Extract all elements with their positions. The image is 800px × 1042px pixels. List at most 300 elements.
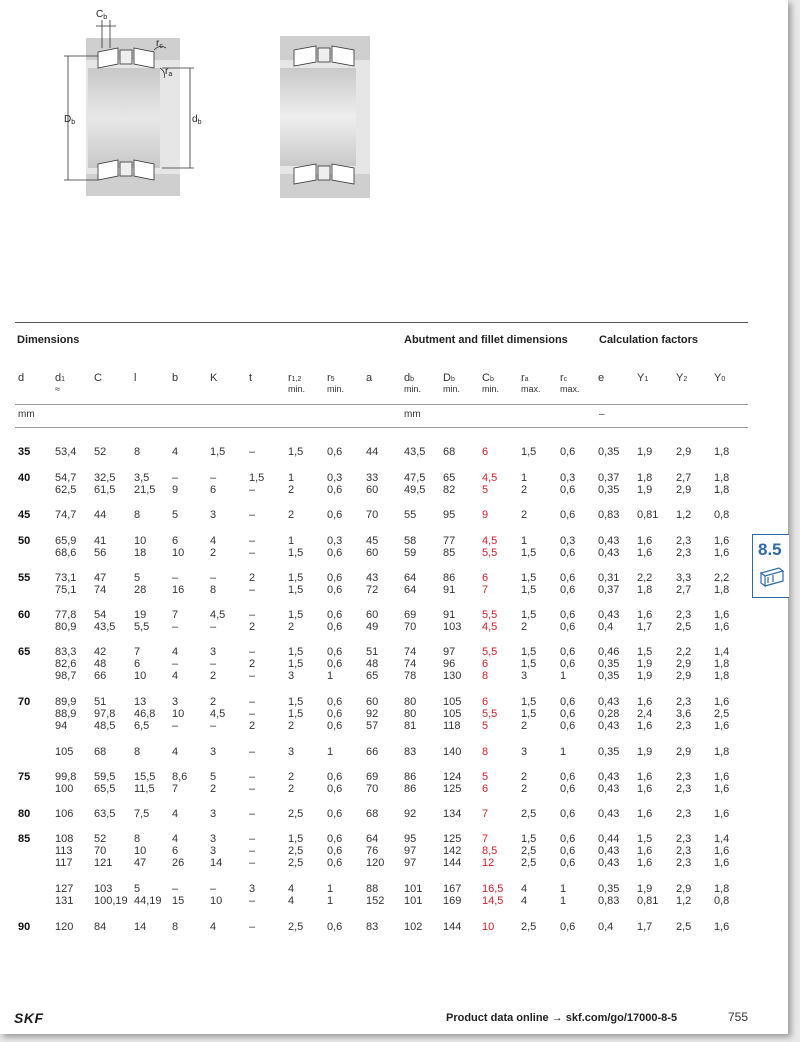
cell-b: 8,6 7 [172,771,188,795]
cell-r12: 1,5 1,5 [288,572,304,596]
cell-Y1: 1,9 [637,746,653,758]
unit-calculation: – [599,409,605,420]
cell-l: 3,5 21,5 [134,472,156,496]
cell-r5: 1 1 [327,883,334,907]
cell-Y0: 1,6 1,6 [714,535,730,559]
cell-Y2: 3,3 2,7 [676,572,692,596]
cell-d1: 77,8 80,9 [55,609,77,633]
db-label: d [192,114,198,125]
cell-C: 32,5 61,5 [94,472,116,496]
svg-text:Cb: $C_b$ [96,9,108,21]
cb-label: C [96,9,104,20]
product-data-link[interactable] [446,1012,677,1024]
cell-C: 54 43,5 [94,609,116,633]
col-Db: Db min. [443,372,461,394]
cell-d1: 89,9 88,9 94 [55,696,77,732]
cell-l: 10 18 [134,535,147,559]
cell-K: 3 [210,746,217,758]
cell-ra: 2 2 [521,771,528,795]
cell-a: 45 60 [366,535,379,559]
cell-e: 0,43 0,28 0,43 [598,696,620,732]
cell-a: 51 48 65 [366,646,379,682]
cell-Y2: 2,3 [676,808,692,820]
cell-rc: 0,6 0,6 0,6 [560,696,576,732]
rc-label: r [156,38,160,49]
cell-b: 5 [172,509,179,521]
cell-a: 66 [366,746,379,758]
cell-K: 3 – 2 [210,646,217,682]
cell-b: – 16 [172,572,185,596]
cell-Y0: 1,8 [714,746,730,758]
cell-rc: 0,6 0,6 0,6 [560,833,576,869]
cell-e: 0,43 [598,808,620,820]
cell-Y1: 1,9 [637,446,653,458]
cell-C: 63,5 [94,808,116,820]
cell-Y0: 1,8 0,8 [714,883,730,907]
cell-Cb: 8 [482,746,489,758]
cell-rc: 0,6 0,6 [560,771,576,795]
cell-a: 69 70 [366,771,379,795]
cell-e: 0,43 0,4 [598,609,620,633]
cell-Y1: 1,9 0,81 [637,883,659,907]
cell-e: 0,35 0,83 [598,883,620,907]
cell-db: 69 70 [404,609,417,633]
col-Y0: Y0 [714,372,726,384]
cell-db: 102 [404,921,423,933]
col-ra: ra max. [521,372,541,394]
cell-Y2: 2,3 3,6 2,3 [676,696,692,732]
cell-a: 33 60 [366,472,379,496]
cell-ra: 1,5 2,5 2,5 [521,833,537,869]
cell-ra: 3 [521,746,528,758]
unit-abutment: mm [404,409,421,420]
col-db: db min. [404,372,422,394]
svg-text:rc: $r_c$ [156,38,163,50]
cell-d1: 65,9 68,6 [55,535,77,559]
cell-b: 4 [172,808,179,820]
cell-Db: 86 91 [443,572,456,596]
skf-logo: SKF [14,1010,44,1026]
cell-Cb: 16,5 14,5 [482,883,504,907]
cell-ra: 1,5 [521,446,537,458]
section-tab[interactable] [752,534,789,598]
cell-d1: 54,7 62,5 [55,472,77,496]
cell-K: 4,5 – [210,609,226,633]
cell-rc: 1 1 [560,883,567,907]
cell-t: 2 – [249,572,256,596]
cell-r5: 0,6 [327,921,343,933]
cell-d1: 83,3 82,6 98,7 [55,646,77,682]
col-C: C [94,372,102,384]
cell-l: 15,5 11,5 [134,771,156,795]
col-d: d [18,372,25,384]
cell-Cb: 6 [482,446,489,458]
cell-Y1: 1,5 1,9 1,9 [637,646,653,682]
cell-db: 74 74 78 [404,646,417,682]
cell-l: 5 28 [134,572,147,596]
cell-b: 8 [172,921,179,933]
cell-r12: 1,5 2,5 2,5 [288,833,304,869]
cell-Cb: 10 [482,921,495,933]
cell-rc: 1 [560,746,567,758]
cell-a: 60 92 57 [366,696,379,732]
cell-Y1: 1,5 1,6 1,6 [637,833,653,869]
cell-l: 8 [134,446,141,458]
cell-b: 3 10 – [172,696,185,732]
col-l: l [134,372,137,384]
cell-d: 75 [18,771,31,783]
page-number: 755 [728,1010,749,1024]
cell-Y0: 2,2 1,8 [714,572,730,596]
cell-db: 47,5 49,5 [404,472,426,496]
cell-Cb: 9 [482,509,489,521]
cell-rc: 0,3 0,6 [560,472,576,496]
cell-t: – [249,509,256,521]
cell-l: 7 6 10 [134,646,147,682]
cell-Y0: 1,8 1,8 [714,472,730,496]
cell-Db: 125 142 144 [443,833,462,869]
cell-r12: 3 [288,746,295,758]
cell-Y2: 2,3 2,3 2,3 [676,833,692,869]
cell-d1: 74,7 [55,509,77,521]
cell-Y0: 1,6 1,6 [714,609,730,633]
cell-Y2: 2,3 2,3 [676,535,692,559]
cell-e: 0,43 0,43 [598,771,620,795]
cell-ra: 4 4 [521,883,528,907]
header-rule [15,404,748,405]
cell-Db: 91 103 [443,609,462,633]
cell-db: 58 59 [404,535,417,559]
cell-Y1: 0,81 [637,509,659,521]
cell-C: 103 100,19 [94,883,128,907]
cell-t: – 2 – [249,646,256,682]
cell-b: 6 10 [172,535,185,559]
cell-r12: 1,5 1,5 3 [288,646,304,682]
cell-Y0: 1,6 [714,808,730,820]
cell-r12: 1,5 1,5 2 [288,696,304,732]
cell-Db: 134 [443,808,462,820]
col-b: b [172,372,179,384]
cell-t: 1,5 – [249,472,265,496]
svg-text:db: $d_b$ [192,114,202,126]
svg-text:ra: $r_a$ [165,66,173,78]
cell-d1: 106 [55,808,74,820]
bearing-alt-drawing [280,36,370,198]
cell-K: – 10 [210,883,223,907]
col-r5: r5 min. [327,372,345,394]
cell-d: 50 [18,535,31,547]
cell-C: 84 [94,921,107,933]
cell-rc: 0,6 [560,921,576,933]
cell-Cb: 5,5 6 8 [482,646,498,682]
cell-r5: 0,6 0,6 [327,771,343,795]
cell-r12: 1 2 [288,472,295,496]
cell-Y2: 2,7 2,9 [676,472,692,496]
cell-Db: 97 96 130 [443,646,462,682]
cell-l: 13 46,8 6,5 [134,696,156,732]
cell-r12: 2 2 [288,771,295,795]
cell-rc: 0,6 [560,446,576,458]
col-Y1: Y1 [637,372,649,384]
cell-K: – 6 [210,472,217,496]
cell-t: – – – [249,833,256,869]
cell-Db: 95 [443,509,456,521]
cell-Y1: 2,2 1,8 [637,572,653,596]
cell-d: 60 [18,609,31,621]
cell-db: 92 [404,808,417,820]
cell-db: 80 80 81 [404,696,417,732]
unit-dimensions: mm [18,409,35,420]
cell-t: – – [249,771,256,795]
cell-e: 0,31 0,37 [598,572,620,596]
cell-r5: 0,6 [327,509,343,521]
cell-d: 65 [18,646,31,658]
cell-e: 0,35 [598,446,620,458]
cell-Cb: 7 [482,808,489,820]
cell-K: 4 [210,921,217,933]
cell-Db: 68 [443,446,456,458]
cell-d1: 120 [55,921,74,933]
cell-e: 0,37 0,35 [598,472,620,496]
group-abutment: Abutment and fillet dimensions [404,334,568,346]
cell-t: – [249,746,256,758]
cell-d: 40 [18,472,31,484]
cell-db: 55 [404,509,417,521]
cell-b: 4 [172,746,179,758]
cell-Y1: 1,6 2,4 1,6 [637,696,653,732]
cell-Cb: 4,5 5,5 [482,535,498,559]
cell-ra: 1 1,5 [521,535,537,559]
cell-Y1: 1,6 [637,808,653,820]
cell-t: 3 – [249,883,256,907]
cell-db: 95 97 97 [404,833,417,869]
cell-t: – 2 [249,609,256,633]
cell-ra: 1 2 [521,472,528,496]
Db-label: D [64,114,72,125]
svg-text:Db: $D_b$ [64,114,76,126]
cell-rc: 0,6 0,6 [560,572,576,596]
cell-d1: 99,8 100 [55,771,77,795]
cell-a: 44 [366,446,379,458]
cell-Y0: 1,6 [714,921,730,933]
cell-K: 3 [210,509,217,521]
cell-Y2: 2,5 [676,921,692,933]
link-prefix: Product data online → [446,1012,563,1024]
cell-r5: 0,6 0,6 [327,609,343,633]
col-K: K [210,372,218,384]
cell-K: 5 2 [210,771,217,795]
cell-Cb: 5,5 4,5 [482,609,498,633]
cell-b: – 15 [172,883,185,907]
cell-Db: 144 [443,921,462,933]
table-top-rule [15,322,748,323]
cell-C: 47 74 [94,572,107,596]
cell-rc: 0,6 [560,808,576,820]
cell-ra: 2 [521,509,528,521]
cell-d: 55 [18,572,31,584]
bearing-dimension-drawing [58,6,202,200]
cell-e: 0,46 0,35 0,35 [598,646,620,682]
cell-ra: 1,5 2 [521,609,537,633]
cell-ra: 1,5 1,5 3 [521,646,537,682]
cell-rc: 0,6 [560,509,576,521]
cell-db: 43,5 [404,446,426,458]
cell-d: 70 [18,696,31,708]
cell-C: 42 48 66 [94,646,107,682]
cell-Y0: 1,6 1,6 [714,771,730,795]
cell-Y0: 1,8 [714,446,730,458]
cell-Db: 140 [443,746,462,758]
cell-Cb: 6 5,5 5 [482,696,498,732]
cell-d: 85 [18,833,31,845]
cell-rc: 0,3 0,6 [560,535,576,559]
col-d1: d1 ≈ [55,372,66,394]
cell-Y2: 2,9 [676,746,692,758]
cell-ra: 2,5 [521,921,537,933]
cell-b: – 9 [172,472,179,496]
cell-C: 51 97,8 48,5 [94,696,116,732]
col-a: a [366,372,373,384]
cell-Y0: 1,6 2,5 1,6 [714,696,730,732]
cell-r12: 2,5 [288,808,304,820]
col-rc: rc max. [560,372,580,394]
cell-r5: 0,6 [327,446,343,458]
cell-t: – [249,446,256,458]
cell-r12: 4 4 [288,883,295,907]
col-Cb: Cb min. [482,372,500,394]
cell-e: 0,4 [598,921,614,933]
cell-K: 3 3 14 [210,833,223,869]
cell-b: 4 [172,446,179,458]
cell-Y2: 1,2 [676,509,692,521]
cell-a: 43 72 [366,572,379,596]
group-dimensions: Dimensions [17,334,80,346]
cell-Cb: 7 8,5 12 [482,833,498,869]
cell-a: 83 [366,921,379,933]
cell-Cb: 6 7 [482,572,489,596]
cell-Y1: 1,6 1,6 [637,771,653,795]
cell-Y0: 1,4 1,8 1,8 [714,646,730,682]
cell-r5: 0,6 [327,808,343,820]
link-url[interactable]: skf.com/go/17000-8-5 [565,1012,678,1024]
cell-C: 44 [94,509,107,521]
cell-a: 70 [366,509,379,521]
cell-e: 0,35 [598,746,620,758]
cell-l: 5 44,19 [134,883,162,907]
cell-d1: 53,4 [55,446,77,458]
cell-db: 101 101 [404,883,423,907]
cell-Cb: 4,5 5 [482,472,498,496]
section-number: 8.5 [758,540,782,559]
cell-d: 45 [18,509,31,521]
cell-Y2: 2,3 2,3 [676,771,692,795]
cell-l: 14 [134,921,147,933]
cell-Cb: 5 6 [482,771,489,795]
cell-Y1: 1,8 1,9 [637,472,653,496]
cell-l: 7,5 [134,808,150,820]
cell-Db: 65 82 [443,472,456,496]
cell-Db: 105 105 118 [443,696,462,732]
cell-ra: 1,5 1,5 [521,572,537,596]
cell-a: 68 [366,808,379,820]
cell-C: 52 70 121 [94,833,113,869]
cell-K: 2 4,5 – [210,696,226,732]
cell-b: 4 – 4 [172,646,179,682]
cell-r5: 0,6 0,6 1 [327,646,343,682]
cell-d: 90 [18,921,31,933]
cell-d1: 108 113 117 [55,833,74,869]
cell-db: 83 [404,746,417,758]
col-t: t [249,372,253,384]
cell-rc: 0,6 0,6 1 [560,646,576,682]
cell-e: 0,44 0,43 0,43 [598,833,620,869]
cell-r12: 2,5 [288,921,304,933]
cell-r12: 1,5 2 [288,609,304,633]
cell-Y2: 2,9 1,2 [676,883,692,907]
cell-b: 4 6 26 [172,833,185,869]
cell-C: 59,5 65,5 [94,771,116,795]
cell-l: 8 [134,746,141,758]
cell-Y1: 1,7 [637,921,653,933]
cell-db: 64 64 [404,572,417,596]
cell-d: 80 [18,808,31,820]
cell-r5: 0,6 0,6 0,6 [327,833,343,869]
cell-r12: 1 1,5 [288,535,304,559]
cell-Y2: 2,2 2,9 2,9 [676,646,692,682]
cell-t: – [249,808,256,820]
cell-d1: 73,1 75,1 [55,572,77,596]
cell-Y2: 2,3 2,5 [676,609,692,633]
cell-e: 0,43 0,43 [598,535,620,559]
cell-Db: 77 85 [443,535,456,559]
cell-Y1: 1,6 1,6 [637,535,653,559]
cell-a: 64 76 120 [366,833,385,869]
cell-r5: 0,6 0,6 0,6 [327,696,343,732]
cell-Y2: 2,9 [676,446,692,458]
cell-K: 4 2 [210,535,217,559]
cell-db: 86 86 [404,771,417,795]
col-e: e [598,372,605,384]
cell-Db: 124 125 [443,771,462,795]
cell-K: 1,5 [210,446,226,458]
cell-l: 19 5,5 [134,609,150,633]
cell-r12: 1,5 [288,446,304,458]
cell-d: 35 [18,446,31,458]
cell-r5: 0,3 0,6 [327,472,343,496]
cell-C: 68 [94,746,107,758]
ra-label: r [165,66,169,77]
cell-C: 52 [94,446,107,458]
cell-K: – 8 [210,572,217,596]
cell-e: 0,83 [598,509,620,521]
cell-Y0: 0,8 [714,509,730,521]
cell-b: 7 – [172,609,179,633]
cell-d1: 127 131 [55,883,74,907]
cell-l: 8 10 47 [134,833,147,869]
cell-d1: 105 [55,746,74,758]
cell-t: – – 2 [249,696,256,732]
cell-r5: 0,6 0,6 [327,572,343,596]
cell-a: 88 152 [366,883,385,907]
cell-Y1: 1,6 1,7 [637,609,653,633]
cell-Y0: 1,4 1,6 1,6 [714,833,730,869]
cell-t: – – [249,535,256,559]
cell-ra: 2,5 [521,808,537,820]
units-rule [15,427,748,428]
cell-r12: 2 [288,509,295,521]
cell-l: 8 [134,509,141,521]
bearing-section-icon [759,565,785,589]
